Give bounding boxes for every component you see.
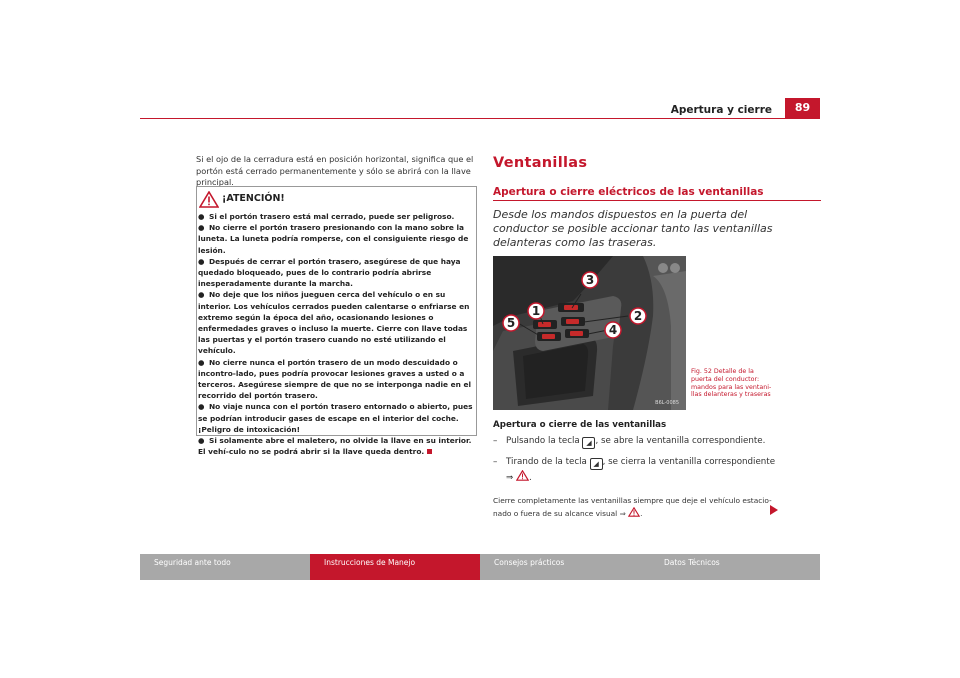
running-header-title: Apertura y cierre	[670, 104, 772, 116]
warning-triangle-icon	[516, 470, 529, 481]
bullet-icon: ●	[198, 436, 205, 446]
window-switch-icon: ◢	[590, 458, 603, 470]
callout-2: 2	[633, 309, 643, 323]
figure-code: B6L-0085	[655, 400, 679, 406]
window-switch-icon: ◢	[582, 437, 595, 449]
section-title: Ventanillas	[493, 155, 588, 171]
procedure-heading: Apertura o cierre de las ventanillas	[493, 420, 667, 430]
bullet-icon: ●	[198, 212, 205, 221]
procedure-step-close: – Tirando de la tecla ◢ , se cierra la ventanilla correspondiente ⇒ .	[493, 457, 776, 483]
note-paragraph: Cierre completamente las ventanillas siempre que deje el vehículo estacio-nado o fuera de su alcance visual ⇒ .	[493, 496, 772, 518]
bullet-icon: ●	[198, 357, 205, 367]
warning-item: ● Después de cerrar el portón trasero, asegúrese de que haya quedado bloqueado, pues de lo contrario podría abrirse inesperadamente durante la marcha.	[198, 256, 461, 289]
callout-5: 5	[506, 316, 516, 330]
subsection-rule	[493, 200, 821, 201]
bullet-icon: ●	[198, 256, 205, 266]
bullet-icon: ●	[198, 402, 205, 412]
bullet-icon: ●	[198, 290, 205, 300]
figure-caption: Fig. 52 Detalle de la puerta del conductor: mandos para las ventani- llas delanteras y traseras	[691, 368, 772, 399]
footer-tab-safety[interactable]: Seguridad ante todo	[140, 554, 310, 580]
callout-4: 4	[608, 323, 618, 337]
intro-paragraph: Si el ojo de la cerradura está en posición horizontal, significa que el portón está cerrado permanentemente y sólo se abrirá con la llave principal.	[196, 154, 474, 187]
bullet-icon: ●	[198, 223, 205, 233]
end-of-section-marker	[427, 449, 432, 454]
subsection-title: Apertura o cierre eléctricos de las ventanillas	[493, 186, 764, 198]
warning-triangle-icon	[628, 507, 640, 517]
callout-3: 3	[585, 273, 595, 287]
warning-title: ¡ATENCIÓN!	[222, 193, 285, 204]
page-number: 89	[785, 98, 820, 118]
warning-item: ● No deje que los niños jueguen cerca del vehículo o en su interior. Los vehículos cerrados pueden calentarse o enfriarse en extremo según la época del año, ocasionando lesiones o enfermedades graves o incluso la muerte. Cierre con llave todas las puertas y el portón trasero cuando no esté utilizando el vehículo.	[198, 290, 470, 356]
warning-item: ● Si el portón trasero está mal cerrado, puede ser peligroso.	[198, 212, 455, 221]
warning-item: ● Si solamente abre el maletero, no olvide la llave en su interior. El vehí-culo no se podrá abrir si la llave queda dentro.	[198, 436, 472, 457]
door-panel-figure	[493, 256, 686, 410]
callout-1: 1	[531, 304, 541, 318]
procedure-step-open: – Pulsando la tecla ◢ , se abre la ventanilla correspondiente.	[493, 436, 766, 447]
warning-item: ● No viaje nunca con el portón trasero entornado o abierto, pues se podrían introducir gases de escape en el interior del coche. ¡Peligro de intoxicación!	[198, 402, 473, 434]
warning-header	[196, 186, 477, 212]
continue-arrow-icon	[770, 505, 778, 515]
lead-paragraph: Desde los mandos dispuestos en la puerta del conductor se posible accionar tanto las ventanillas delanteras como las traseras.	[493, 208, 773, 250]
door-panel-illustration	[493, 256, 686, 410]
warning-item: ● No cierre el portón trasero presionando con la mano sobre la luneta. La luneta podría romperse, con el consiguiente riesgo de lesión.	[198, 223, 469, 255]
footer-tab-technical-data[interactable]: Datos Técnicos	[650, 554, 820, 580]
warning-list	[198, 211, 473, 457]
cross-reference-arrow: ⇒	[506, 473, 514, 483]
footer-tab-operating-instructions[interactable]: Instrucciones de Manejo	[310, 554, 480, 580]
footer-tab-practical-tips[interactable]: Consejos prácticos	[480, 554, 650, 580]
warning-item: ● No cierre nunca el portón trasero de un modo descuidado o incontro-lado, pues podría provocar lesiones graves a usted o a terceros. Asegúrese siempre de que no se interponga nadie en el recorrido del portón trasero.	[198, 357, 472, 401]
warning-triangle-icon	[199, 191, 219, 208]
header-rule	[140, 118, 820, 119]
